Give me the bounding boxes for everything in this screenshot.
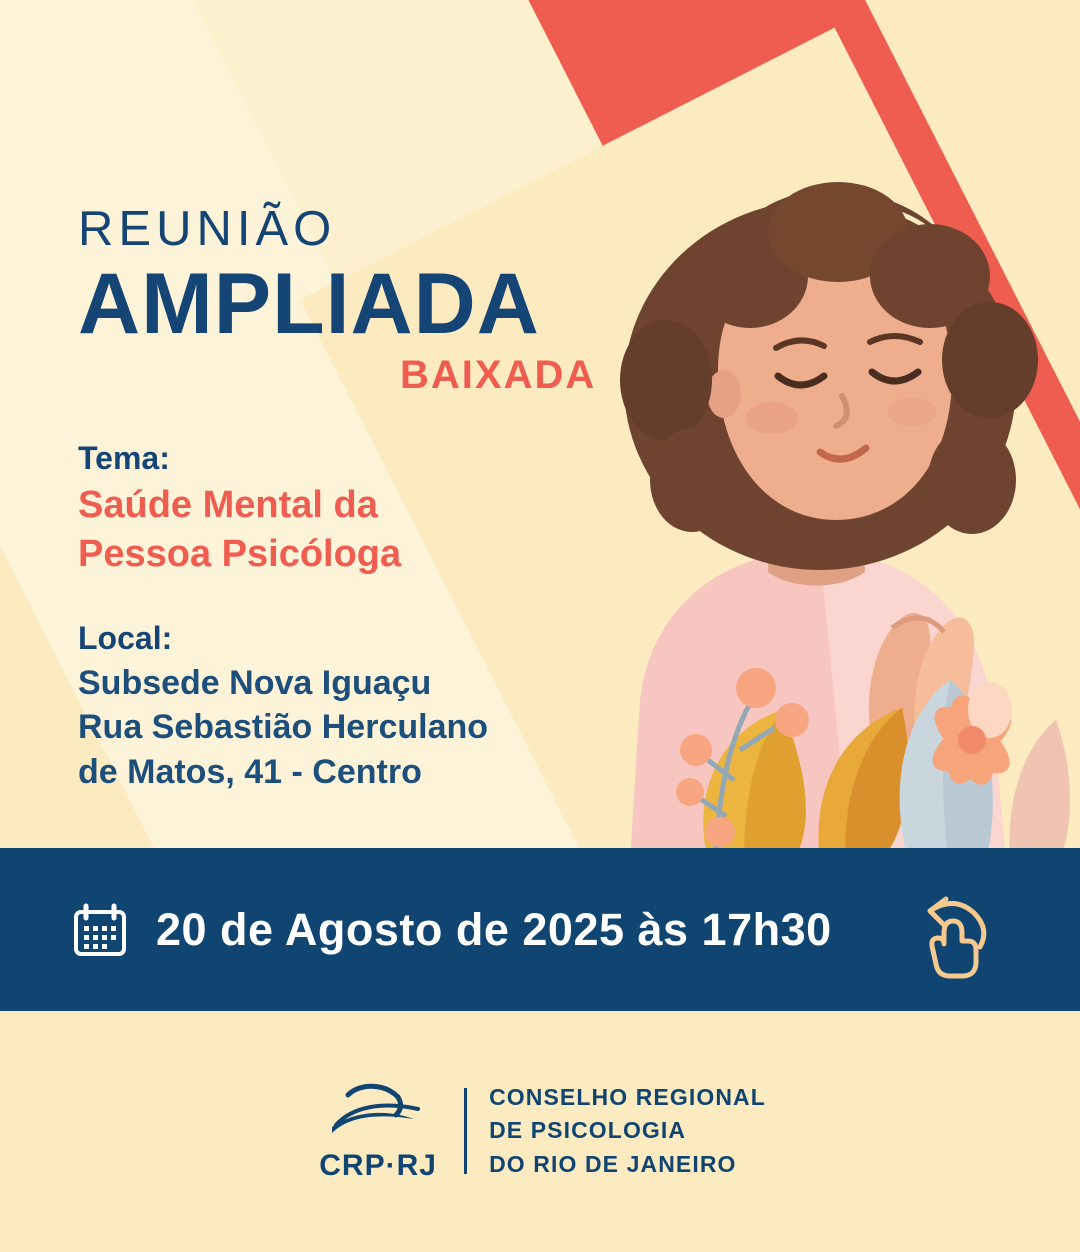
date-bar	[0, 848, 1080, 1011]
heading-large: AMPLIADA	[78, 256, 540, 352]
logo-divider	[464, 1088, 467, 1174]
headline-block	[78, 202, 698, 794]
org-line2: DE PSICOLOGIA	[489, 1117, 687, 1144]
local-line2: Rua Sebastião Herculano	[78, 708, 489, 747]
tema-label: Tema:	[78, 439, 170, 476]
heading-accent: BAIXADA	[400, 352, 597, 397]
heading-small: REUNIÃO	[78, 202, 337, 256]
footer-logo-area	[0, 1011, 1080, 1252]
tema-value-line2: Pessoa Psicóloga	[78, 532, 402, 575]
local-line3: de Matos, 41 - Centro	[78, 752, 422, 791]
logo-mark	[314, 1079, 442, 1183]
local-line1: Subsede Nova Iguaçu	[78, 664, 432, 703]
crp-rj-book-logo	[314, 1079, 766, 1183]
calendar-icon	[72, 902, 128, 958]
logo-acronym: CRP·RJ	[319, 1149, 437, 1182]
tema-value-line1: Saúde Mental da	[78, 483, 378, 526]
local-value	[78, 661, 698, 794]
org-line3: DO RIO DE JANEIRO	[489, 1150, 737, 1177]
tema-value	[78, 481, 698, 578]
local-label: Local:	[78, 620, 173, 657]
tap-hand-icon[interactable]	[900, 881, 1000, 981]
org-line1: CONSELHO REGIONAL	[489, 1083, 766, 1110]
organization-name	[489, 1081, 766, 1181]
event-date-text: 20 de Agosto de 2025 às 17h30	[156, 903, 832, 955]
